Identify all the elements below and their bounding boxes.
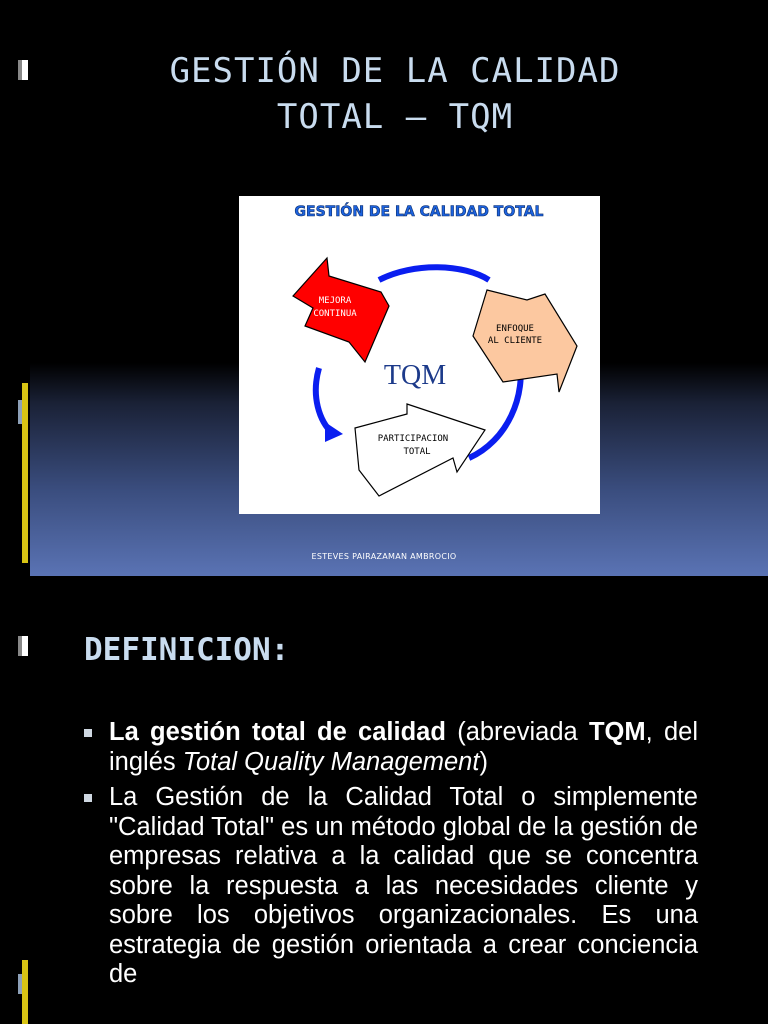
title-line-2: TOTAL – TQM [276,97,514,137]
bullet-1-text-3: ) [479,747,488,776]
cycle-arc-top [379,267,489,280]
accent-bar-yellow [22,960,28,1024]
bullet-1-abbrev: TQM [588,718,646,746]
slide-bullet-square [18,60,28,80]
tqm-cycle-svg [239,196,600,514]
arrow-red-label-1: MEJORA [318,296,352,306]
cycle-arc-left [316,368,333,434]
diagram-heading: GESTIÓN DE LA CALIDAD TOTAL [294,204,544,220]
bullet-1-text: (abreviada [445,718,589,746]
title-line-1: GESTIÓN DE LA CALIDAD [169,51,621,91]
arrow-orange-label-2: AL CLIENTE [487,336,543,346]
tqm-diagram [239,196,600,514]
slide-bullet-square [18,636,28,656]
slide-2-title: DEFINICION: [84,632,290,668]
bullet-1-bold: La gestión total de calidad [109,718,446,746]
arrow-orange-label-1: ENFOQUE [496,324,534,334]
arrow-white-label-1: PARTICIPACION [377,434,449,444]
cycle-arrowhead [325,422,343,442]
accent-bar-grey [18,400,22,424]
list-item: La Gestión de la Calidad Total o simplemente "Calidad Total" es un método global de la gestión de empresas relativa a la calidad que se concentra sobre la respuesta a las necesidades cliente y sobre los objetivos organizacionales. Es una estrategia de gestión orientada a crear conciencia de [82,783,698,990]
bullet-1-italic: Total Quality Management [182,747,480,776]
definition-list [82,718,698,996]
slide-2 [0,576,768,1024]
slide-1-title [60,48,730,140]
arrow-white-label-2: TOTAL [403,447,431,457]
arrow-red-label-2: CONTINUA [313,309,357,319]
slide-footer-author: ESTEVES PAIRAZAMAN AMBROCIO [311,552,457,561]
list-item [82,718,698,777]
accent-bar-yellow [22,383,28,563]
diagram-center-tqm: TQM [383,360,447,391]
accent-bar-grey [18,974,22,994]
bullet-1-text-2: , del inglés [109,718,698,776]
